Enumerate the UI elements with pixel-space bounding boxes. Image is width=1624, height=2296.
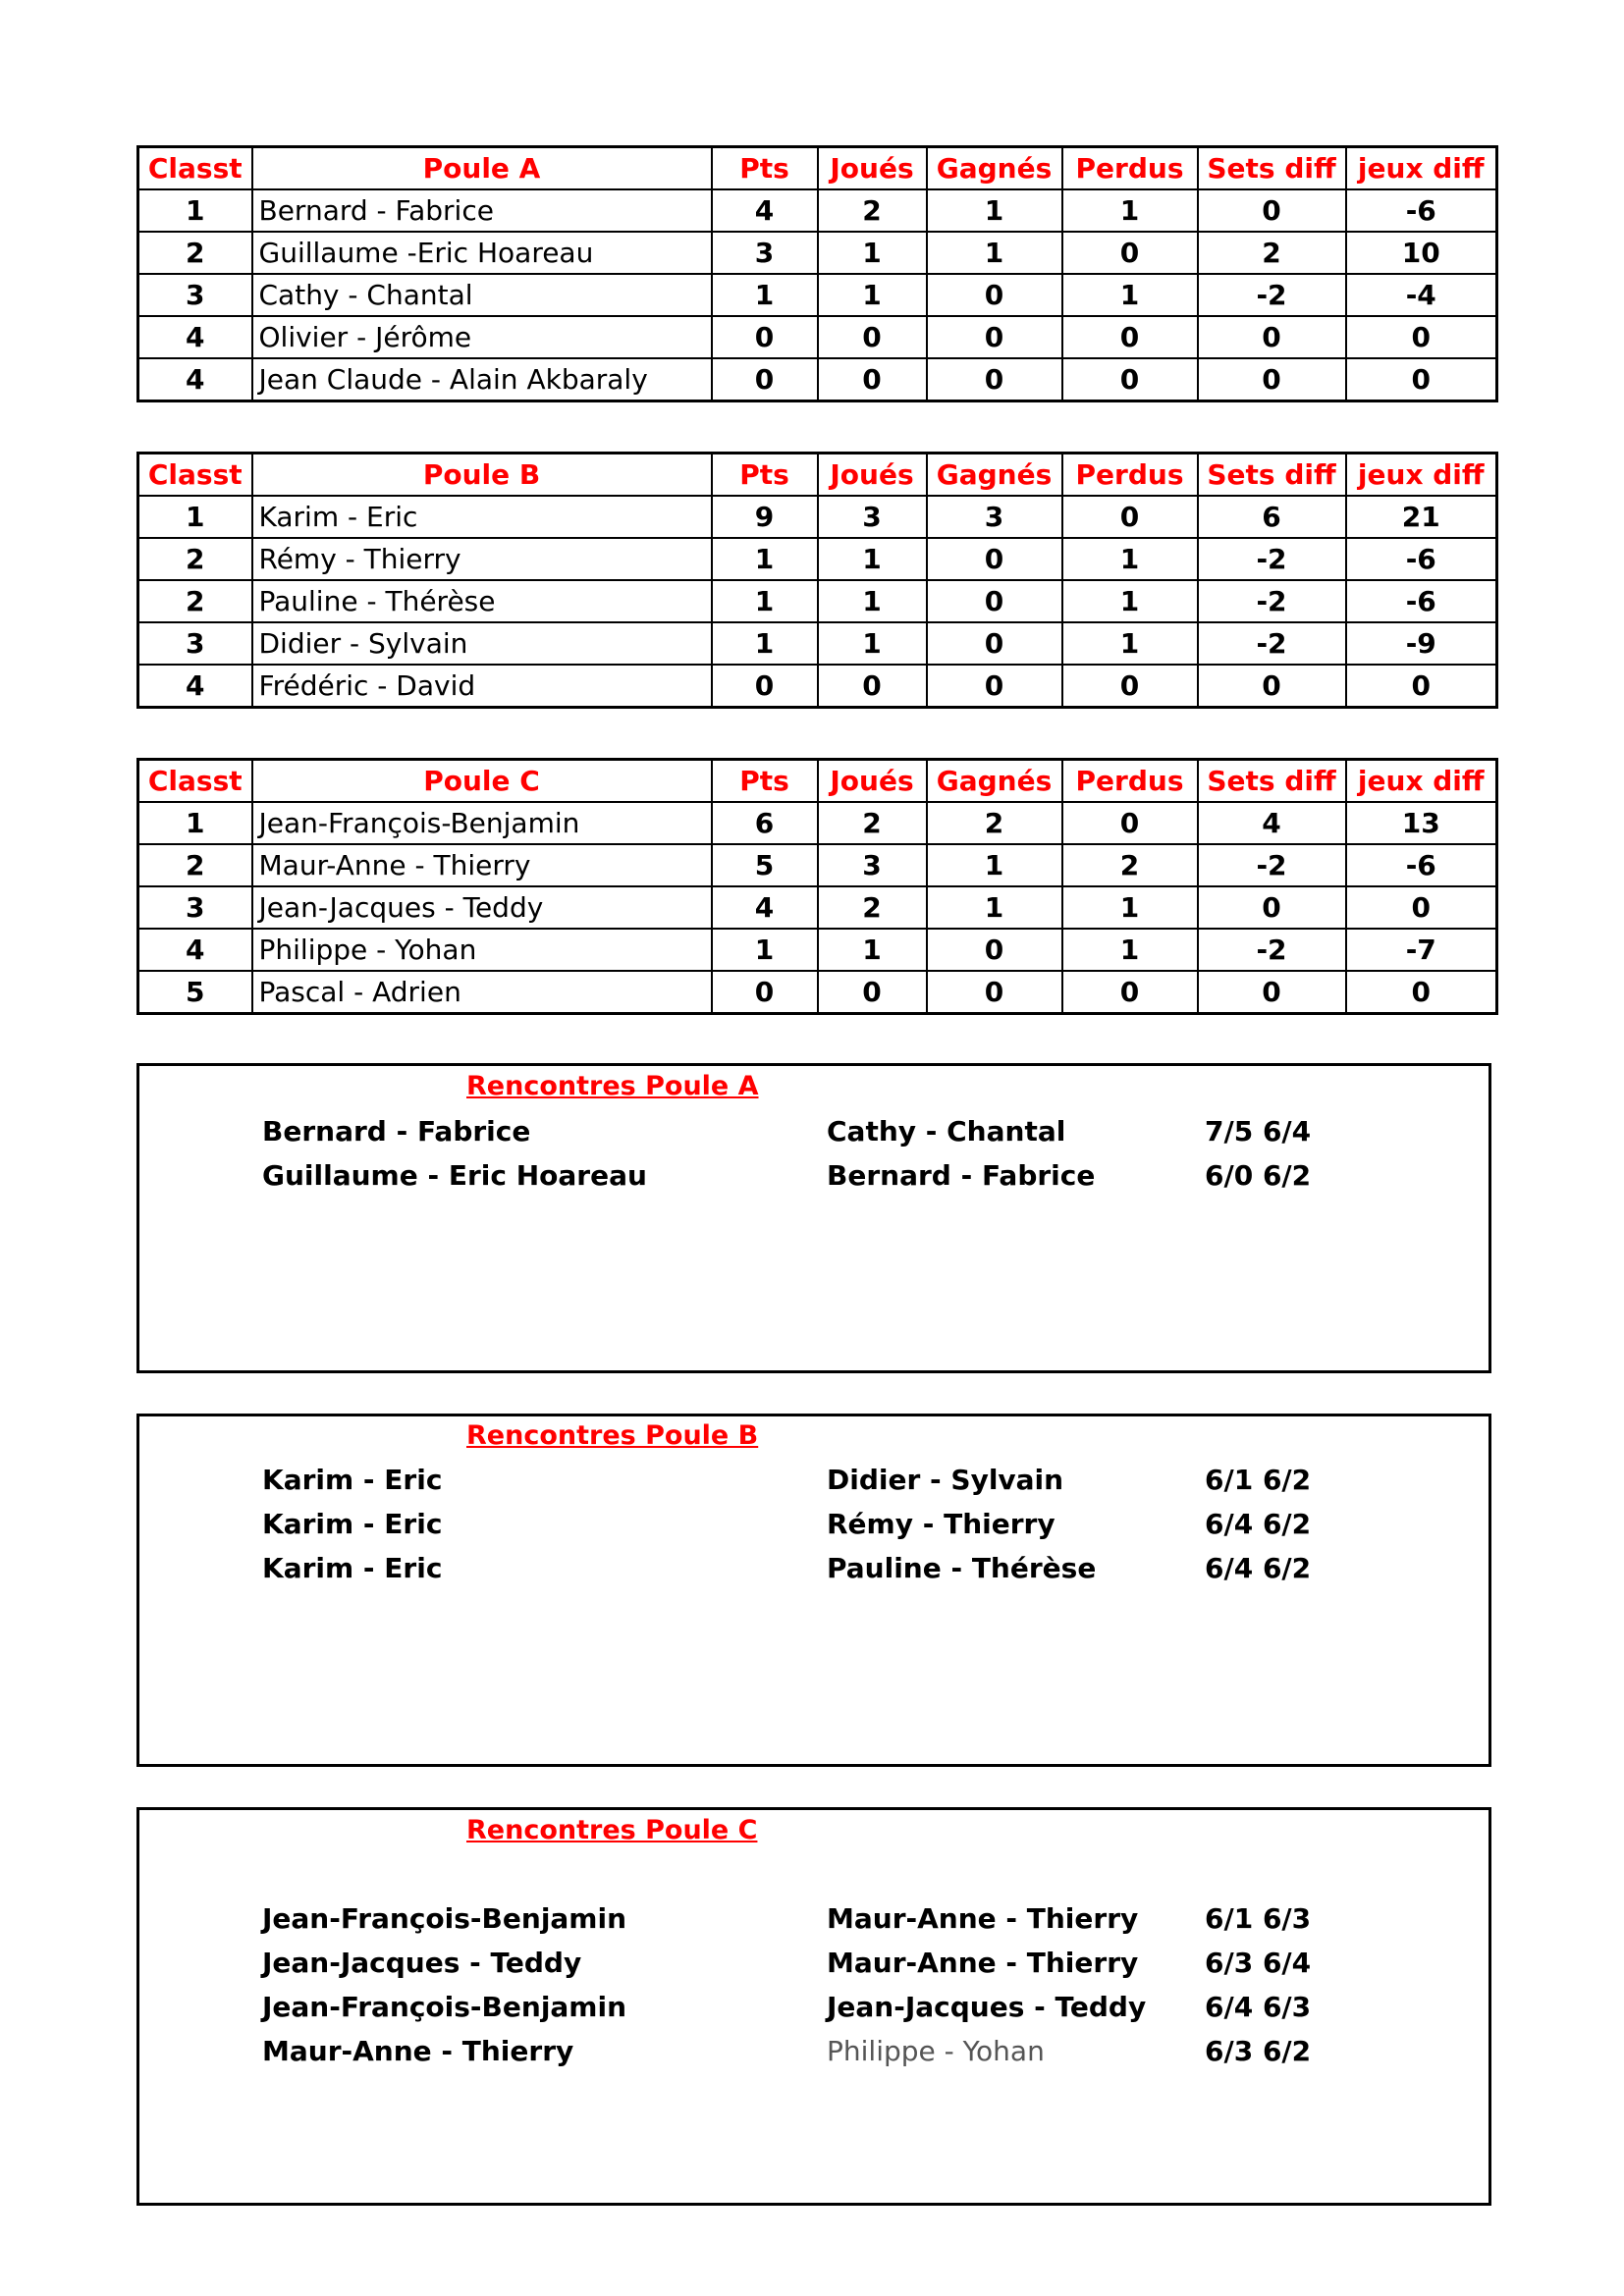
- header-pool-name: Poule A: [252, 147, 712, 190]
- won-cell: 1: [927, 844, 1062, 886]
- match-row: [139, 1902, 1489, 1946]
- header-sets-diff: Sets diff: [1198, 147, 1346, 190]
- table-row: [138, 189, 1497, 232]
- played-cell: 0: [818, 316, 927, 358]
- match-team-1: Bernard - Fabrice: [262, 1115, 531, 1148]
- match-score: 6/3 6/2: [1205, 2035, 1312, 2067]
- sets-diff-cell: 0: [1198, 316, 1346, 358]
- games-diff-cell: -6: [1346, 580, 1497, 622]
- sets-diff-cell: -2: [1198, 580, 1346, 622]
- match-score: 6/3 6/4: [1205, 1947, 1312, 1979]
- table-row: [138, 358, 1497, 401]
- standings-table-poule-a: [136, 145, 1498, 402]
- header-rank: Classt: [138, 147, 252, 190]
- table-row: [138, 232, 1497, 274]
- lost-cell: 1: [1062, 189, 1198, 232]
- played-cell: 1: [818, 274, 927, 316]
- lost-cell: 1: [1062, 274, 1198, 316]
- played-cell: 1: [818, 580, 927, 622]
- team-cell: Maur-Anne - Thierry: [252, 844, 712, 886]
- match-team-2: Maur-Anne - Thierry: [827, 1947, 1139, 1979]
- header-sets-diff: Sets diff: [1198, 760, 1346, 803]
- match-row: [139, 1159, 1489, 1202]
- match-team-1: Guillaume - Eric Hoareau: [262, 1159, 647, 1192]
- match-team-2: Philippe - Yohan: [827, 2035, 1045, 2067]
- header-games-diff: jeux diff: [1346, 147, 1497, 190]
- sets-diff-cell: -2: [1198, 622, 1346, 665]
- games-diff-cell: -4: [1346, 274, 1497, 316]
- won-cell: 2: [927, 802, 1062, 844]
- team-cell: Guillaume -Eric Hoareau: [252, 232, 712, 274]
- points-cell: 1: [712, 538, 818, 580]
- team-cell: Didier - Sylvain: [252, 622, 712, 665]
- lost-cell: 0: [1062, 971, 1198, 1014]
- lost-cell: 1: [1062, 538, 1198, 580]
- matches-title: Rencontres Poule A: [466, 1071, 759, 1101]
- sets-diff-cell: -2: [1198, 538, 1346, 580]
- won-cell: 0: [927, 929, 1062, 971]
- header-sets-diff: Sets diff: [1198, 454, 1346, 497]
- header-games-diff: jeux diff: [1346, 454, 1497, 497]
- match-score: 6/4 6/2: [1205, 1552, 1312, 1584]
- won-cell: 0: [927, 971, 1062, 1014]
- table-row: [138, 538, 1497, 580]
- points-cell: 1: [712, 580, 818, 622]
- games-diff-cell: -6: [1346, 844, 1497, 886]
- games-diff-cell: -9: [1346, 622, 1497, 665]
- games-diff-cell: 21: [1346, 496, 1497, 538]
- lost-cell: 2: [1062, 844, 1198, 886]
- sets-diff-cell: 0: [1198, 189, 1346, 232]
- points-cell: 1: [712, 929, 818, 971]
- match-team-2: Bernard - Fabrice: [827, 1159, 1096, 1192]
- lost-cell: 1: [1062, 929, 1198, 971]
- played-cell: 1: [818, 538, 927, 580]
- header-lost: Perdus: [1062, 454, 1198, 497]
- points-cell: 0: [712, 358, 818, 401]
- table-row: [138, 844, 1497, 886]
- header-points: Pts: [712, 147, 818, 190]
- rank-cell: 2: [138, 232, 252, 274]
- points-cell: 5: [712, 844, 818, 886]
- sets-diff-cell: 2: [1198, 232, 1346, 274]
- matches-box-poule-b: [136, 1414, 1491, 1767]
- team-cell: Pauline - Thérèse: [252, 580, 712, 622]
- team-cell: Frédéric - David: [252, 665, 712, 708]
- points-cell: 6: [712, 802, 818, 844]
- sets-diff-cell: 4: [1198, 802, 1346, 844]
- match-row: [139, 2035, 1489, 2078]
- table-header-row: [138, 454, 1497, 497]
- won-cell: 1: [927, 232, 1062, 274]
- header-played: Joués: [818, 454, 927, 497]
- sets-diff-cell: -2: [1198, 274, 1346, 316]
- lost-cell: 0: [1062, 232, 1198, 274]
- sets-diff-cell: 0: [1198, 358, 1346, 401]
- sets-diff-cell: 0: [1198, 971, 1346, 1014]
- sets-diff-cell: 0: [1198, 886, 1346, 929]
- rank-cell: 3: [138, 622, 252, 665]
- points-cell: 3: [712, 232, 818, 274]
- played-cell: 2: [818, 189, 927, 232]
- won-cell: 3: [927, 496, 1062, 538]
- won-cell: 0: [927, 316, 1062, 358]
- team-cell: Rémy - Thierry: [252, 538, 712, 580]
- won-cell: 1: [927, 886, 1062, 929]
- match-team-1: Jean-Jacques - Teddy: [262, 1947, 582, 1979]
- header-rank: Classt: [138, 454, 252, 497]
- match-row: [139, 1552, 1489, 1595]
- header-played: Joués: [818, 147, 927, 190]
- games-diff-cell: 10: [1346, 232, 1497, 274]
- lost-cell: 0: [1062, 665, 1198, 708]
- lost-cell: 1: [1062, 580, 1198, 622]
- games-diff-cell: 0: [1346, 971, 1497, 1014]
- header-pool-name: Poule B: [252, 454, 712, 497]
- played-cell: 2: [818, 802, 927, 844]
- table-row: [138, 274, 1497, 316]
- table-row: [138, 886, 1497, 929]
- match-team-1: Jean-François-Benjamin: [262, 1902, 627, 1935]
- team-cell: Bernard - Fabrice: [252, 189, 712, 232]
- won-cell: 0: [927, 580, 1062, 622]
- header-pool-name: Poule C: [252, 760, 712, 803]
- team-cell: Olivier - Jérôme: [252, 316, 712, 358]
- header-points: Pts: [712, 760, 818, 803]
- team-cell: Karim - Eric: [252, 496, 712, 538]
- played-cell: 0: [818, 971, 927, 1014]
- rank-cell: 1: [138, 496, 252, 538]
- played-cell: 0: [818, 358, 927, 401]
- games-diff-cell: 0: [1346, 358, 1497, 401]
- header-lost: Perdus: [1062, 760, 1198, 803]
- matches-box-poule-c: [136, 1807, 1491, 2206]
- table-row: [138, 802, 1497, 844]
- games-diff-cell: -6: [1346, 538, 1497, 580]
- rank-cell: 1: [138, 189, 252, 232]
- lost-cell: 1: [1062, 886, 1198, 929]
- matches-title: Rencontres Poule C: [466, 1815, 758, 1845]
- points-cell: 4: [712, 189, 818, 232]
- rank-cell: 4: [138, 929, 252, 971]
- won-cell: 0: [927, 665, 1062, 708]
- points-cell: 1: [712, 622, 818, 665]
- table-row: [138, 665, 1497, 708]
- won-cell: 0: [927, 622, 1062, 665]
- lost-cell: 0: [1062, 316, 1198, 358]
- rank-cell: 3: [138, 886, 252, 929]
- points-cell: 1: [712, 274, 818, 316]
- match-score: 6/0 6/2: [1205, 1159, 1312, 1192]
- standings-table-poule-c: [136, 758, 1498, 1015]
- rank-cell: 2: [138, 538, 252, 580]
- team-cell: Jean Claude - Alain Akbaraly: [252, 358, 712, 401]
- match-score: 6/4 6/3: [1205, 1991, 1312, 2023]
- points-cell: 9: [712, 496, 818, 538]
- played-cell: 1: [818, 232, 927, 274]
- rank-cell: 4: [138, 316, 252, 358]
- lost-cell: 1: [1062, 622, 1198, 665]
- team-cell: Philippe - Yohan: [252, 929, 712, 971]
- table-row: [138, 496, 1497, 538]
- match-row: [139, 1991, 1489, 2034]
- won-cell: 0: [927, 358, 1062, 401]
- sets-diff-cell: -2: [1198, 929, 1346, 971]
- team-cell: Cathy - Chantal: [252, 274, 712, 316]
- match-team-2: Rémy - Thierry: [827, 1508, 1056, 1540]
- match-score: 6/1 6/3: [1205, 1902, 1312, 1935]
- table-header-row: [138, 147, 1497, 190]
- points-cell: 0: [712, 665, 818, 708]
- header-won: Gagnés: [927, 454, 1062, 497]
- match-score: 6/4 6/2: [1205, 1508, 1312, 1540]
- match-team-2: Pauline - Thérèse: [827, 1552, 1097, 1584]
- played-cell: 3: [818, 844, 927, 886]
- lost-cell: 0: [1062, 496, 1198, 538]
- rank-cell: 4: [138, 358, 252, 401]
- rank-cell: 5: [138, 971, 252, 1014]
- sets-diff-cell: -2: [1198, 844, 1346, 886]
- points-cell: 0: [712, 316, 818, 358]
- team-cell: Jean-Jacques - Teddy: [252, 886, 712, 929]
- team-cell: Pascal - Adrien: [252, 971, 712, 1014]
- played-cell: 2: [818, 886, 927, 929]
- header-won: Gagnés: [927, 147, 1062, 190]
- match-row: [139, 1947, 1489, 1990]
- match-team-1: Karim - Eric: [262, 1464, 443, 1496]
- games-diff-cell: 0: [1346, 886, 1497, 929]
- match-team-1: Maur-Anne - Thierry: [262, 2035, 574, 2067]
- match-team-1: Karim - Eric: [262, 1508, 443, 1540]
- played-cell: 1: [818, 622, 927, 665]
- header-lost: Perdus: [1062, 147, 1198, 190]
- team-cell: Jean-François-Benjamin: [252, 802, 712, 844]
- games-diff-cell: -7: [1346, 929, 1497, 971]
- match-team-1: Karim - Eric: [262, 1552, 443, 1584]
- table-header-row: [138, 760, 1497, 803]
- header-won: Gagnés: [927, 760, 1062, 803]
- rank-cell: 1: [138, 802, 252, 844]
- lost-cell: 0: [1062, 802, 1198, 844]
- table-row: [138, 316, 1497, 358]
- rank-cell: 2: [138, 580, 252, 622]
- won-cell: 1: [927, 189, 1062, 232]
- matches-box-poule-a: [136, 1063, 1491, 1373]
- match-team-2: Cathy - Chantal: [827, 1115, 1066, 1148]
- points-cell: 4: [712, 886, 818, 929]
- match-score: 7/5 6/4: [1205, 1115, 1312, 1148]
- games-diff-cell: 0: [1346, 316, 1497, 358]
- table-row: [138, 929, 1497, 971]
- match-team-1: Jean-François-Benjamin: [262, 1991, 627, 2023]
- header-games-diff: jeux diff: [1346, 760, 1497, 803]
- played-cell: 0: [818, 665, 927, 708]
- header-points: Pts: [712, 454, 818, 497]
- games-diff-cell: 13: [1346, 802, 1497, 844]
- header-rank: Classt: [138, 760, 252, 803]
- match-row: [139, 1508, 1489, 1551]
- played-cell: 3: [818, 496, 927, 538]
- match-row: [139, 1115, 1489, 1158]
- games-diff-cell: 0: [1346, 665, 1497, 708]
- match-team-2: Jean-Jacques - Teddy: [827, 1991, 1147, 2023]
- match-team-2: Maur-Anne - Thierry: [827, 1902, 1139, 1935]
- table-row: [138, 622, 1497, 665]
- points-cell: 0: [712, 971, 818, 1014]
- header-played: Joués: [818, 760, 927, 803]
- won-cell: 0: [927, 538, 1062, 580]
- match-row: [139, 1464, 1489, 1507]
- won-cell: 0: [927, 274, 1062, 316]
- games-diff-cell: -6: [1346, 189, 1497, 232]
- match-score: 6/1 6/2: [1205, 1464, 1312, 1496]
- rank-cell: 4: [138, 665, 252, 708]
- table-row: [138, 971, 1497, 1014]
- sets-diff-cell: 0: [1198, 665, 1346, 708]
- sets-diff-cell: 6: [1198, 496, 1346, 538]
- rank-cell: 2: [138, 844, 252, 886]
- standings-table-poule-b: [136, 452, 1498, 709]
- table-row: [138, 580, 1497, 622]
- lost-cell: 0: [1062, 358, 1198, 401]
- played-cell: 1: [818, 929, 927, 971]
- matches-title: Rencontres Poule B: [466, 1420, 759, 1451]
- match-team-2: Didier - Sylvain: [827, 1464, 1064, 1496]
- rank-cell: 3: [138, 274, 252, 316]
